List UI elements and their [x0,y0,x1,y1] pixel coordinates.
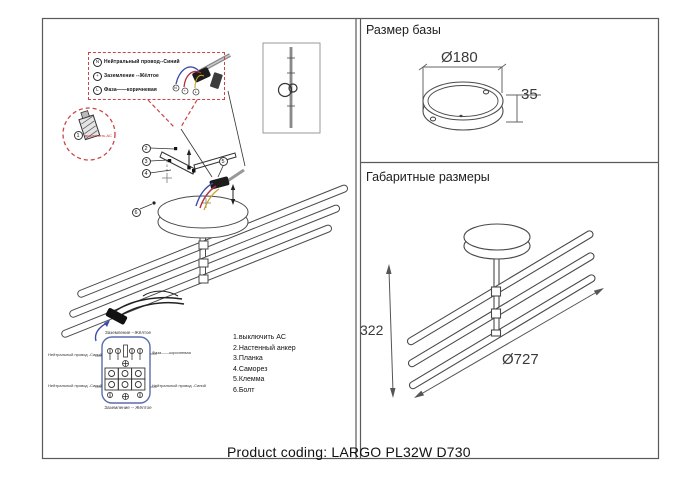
rod-detail [263,43,320,133]
fixture-drawing [386,224,604,398]
wiring-label-neutral-left-bottom: Нейтральный провод -Синий [48,383,102,388]
legend-row-phase [93,83,224,97]
power-off-warning: выключить AC [85,132,112,138]
callout-1: 1 [74,131,83,140]
dim-base-height: 35 [521,86,538,103]
parts-list-item: 4.Саморез [233,365,268,373]
wiring-label-phase-right: Фаза——коричневая [152,350,191,355]
earth-symbol-icon: + [93,72,102,81]
wiring-label-earth-bottom: Заземление -- Жёлтое [104,405,152,410]
dim-base-diameter: Ø180 [441,49,478,66]
dim-overall-height: 322 [360,322,384,338]
callout-5: 5 [219,157,228,166]
wiring-label-earth-top: Заземление --Жёлтое [105,330,151,335]
terminal-symbol-n: N [174,85,177,90]
wire-color-legend [88,52,225,100]
parts-list-item: 5.Клемма [233,376,265,383]
parts-list-item: 1.выключить AC [233,334,286,341]
legend-row-earth [93,69,224,83]
wiring-label-neutral-left-top: Нейтральный провод -Синий [48,352,102,357]
terminal-symbol-l: L [194,89,197,94]
phase-symbol-icon: L [93,86,102,95]
parts-list-item: 3.Планка [233,355,263,362]
callout-4: 4 [142,169,151,178]
dim-overall-diameter: Ø727 [502,351,539,368]
parts-list [233,333,296,396]
parts-list-item: 6.Болт [233,386,255,394]
parts-list-item: 2.Настенный анкер [233,344,296,352]
product-coding: Product coding: LARGO PL32W D730 [227,444,471,460]
overall-panel-title: Габаритные размеры [366,170,490,184]
legend-tail [148,100,197,127]
callout-3: 3 [142,157,151,166]
legend-neutral-label: Нейтральный провод--Синий [104,59,180,65]
legend-phase-label: Фаза——коричневая [104,87,157,93]
terminal-symbol-earth: + [183,88,186,93]
neutral-symbol-icon: N [93,58,102,67]
legend-earth-label: Заземление --Жёлтое [104,73,159,79]
dim-322-lines [386,264,396,398]
callout-6: 6 [132,208,141,217]
earth-symbol-top [123,361,129,367]
legend-row-neutral [93,55,224,69]
base-panel-title: Размер базы [366,23,441,37]
callout-2: 2 [142,144,151,153]
wiring-label-neutral-right-bottom: Нейтральный провод -Синий [152,383,206,388]
